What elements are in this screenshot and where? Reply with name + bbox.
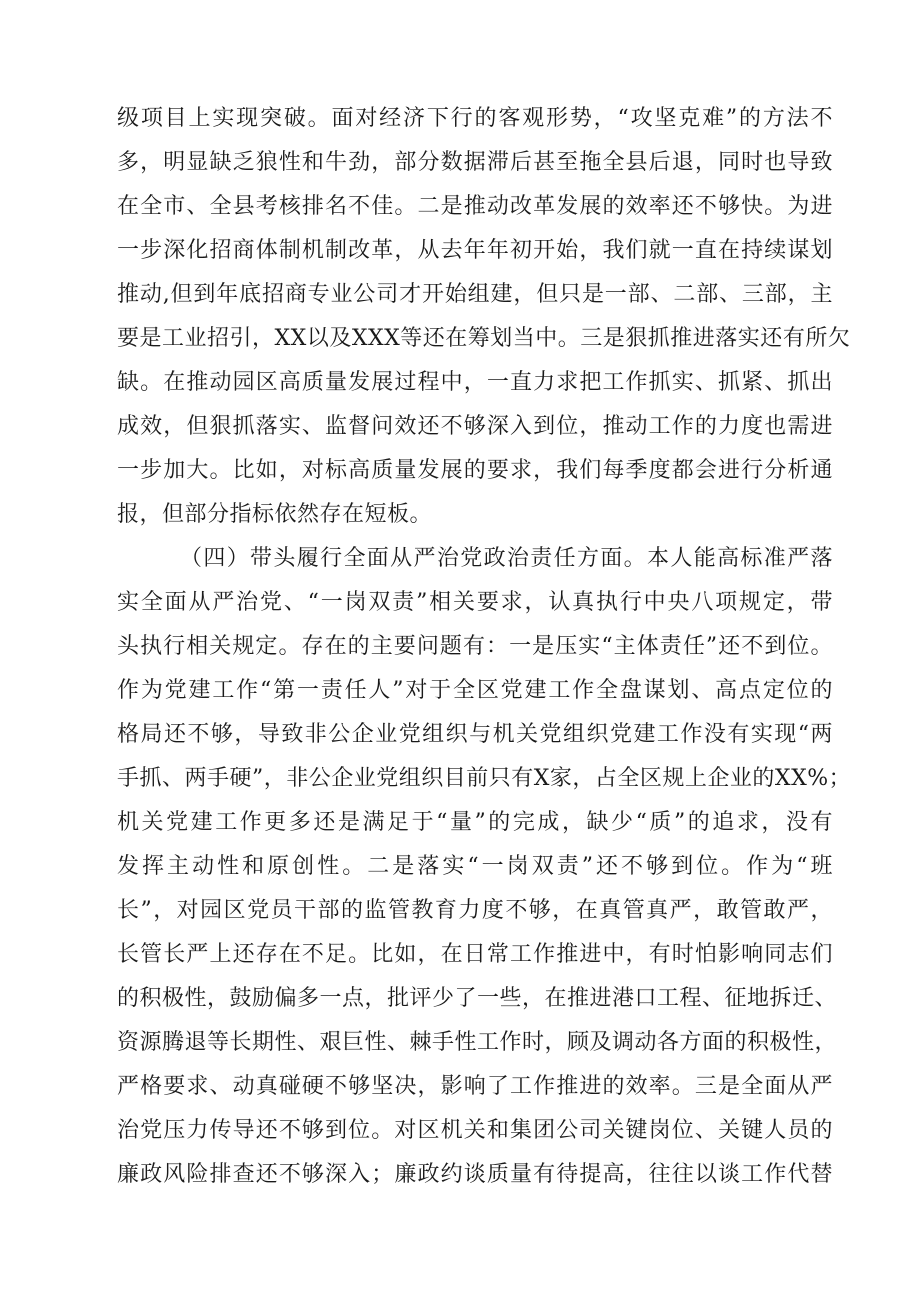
- text-line: 发挥主动性和原创性。二是落实“一岗双责”还不够到位。作为“班: [117, 854, 833, 879]
- text-line: 要是工业招引，XX以及XXX等还在筹划当中。三是狠抓推进落实还有所欠: [117, 326, 851, 351]
- text-line: 机关党建工作更多还是满足于“量”的完成，缺少“质”的追求，没有: [117, 810, 833, 835]
- text-line: 严格要求、动真碰硬不够坚决，影响了工作推进的效率。三是全面从严: [117, 1074, 833, 1099]
- text-line: 长管长严上还存在不足。比如，在日常工作推进中，有时怕影响同志们: [117, 942, 833, 967]
- text-line: 资源腾退等长期性、艰巨性、棘手性工作时，顾及调动各方面的积极性，: [117, 1030, 838, 1055]
- section-heading-line: （四）带头履行全面从严治党政治责任方面。本人能高标准严落: [180, 546, 833, 571]
- text-line: 一步加大。比如，对标高质量发展的要求，我们每季度都会进行分析通: [117, 458, 833, 483]
- text-line: 治党压力传导还不够到位。对区机关和集团公司关键岗位、关键人员的: [117, 1118, 833, 1143]
- text-line: 缺。在推动园区高质量发展过程中，一直力求把工作抓实、抓紧、抓出: [117, 370, 833, 395]
- text-line: 格局还不够，导致非公企业党组织与机关党组织党建工作没有实现“两: [117, 722, 833, 747]
- text-line: 推动,但到年底招商专业公司才开始组建，但只是一部、二部、三部，主: [117, 282, 833, 307]
- text-line: 廉政风险排查还不够深入；廉政约谈质量有待提高，往往以谈工作代替: [117, 1162, 833, 1187]
- text-line: 手抓、两手硬”，非公企业党组织目前只有X家，占全区规上企业的XX%；: [117, 766, 852, 791]
- text-line: 在全市、全县考核排名不佳。二是推动改革发展的效率还不够快。为进: [117, 194, 833, 219]
- text-line: 长”，对园区党员干部的监管教育力度不够，在真管真严，敢管敢严，: [117, 898, 833, 923]
- text-line: 成效，但狠抓落实、监督问效还不够深入到位，推动工作的力度也需进: [117, 414, 833, 439]
- text-line: 作为党建工作“第一责任人”对于全区党建工作全盘谋划、高点定位的: [117, 678, 833, 703]
- text-line: 级项目上实现突破。面对经济下行的客观形势，“攻坚克难”的方法不: [117, 106, 833, 131]
- text-line: 头执行相关规定。存在的主要问题有：一是压实“主体责任”还不到位。: [117, 634, 833, 659]
- text-line: 报，但部分指标依然存在短板。: [117, 502, 433, 527]
- text-line: 的积极性，鼓励偏多一点，批评少了一些，在推进港口工程、征地拆迁、: [117, 986, 838, 1011]
- text-line: 一步深化招商体制机制改革，从去年年初开始，我们就一直在持续谋划: [117, 238, 833, 263]
- text-line: 多，明显缺乏狼性和牛劲，部分数据滞后甚至拖全县后退，同时也导致: [117, 150, 833, 175]
- text-line: 实全面从严治党、“一岗双责”相关要求，认真执行中央八项规定，带: [117, 590, 833, 615]
